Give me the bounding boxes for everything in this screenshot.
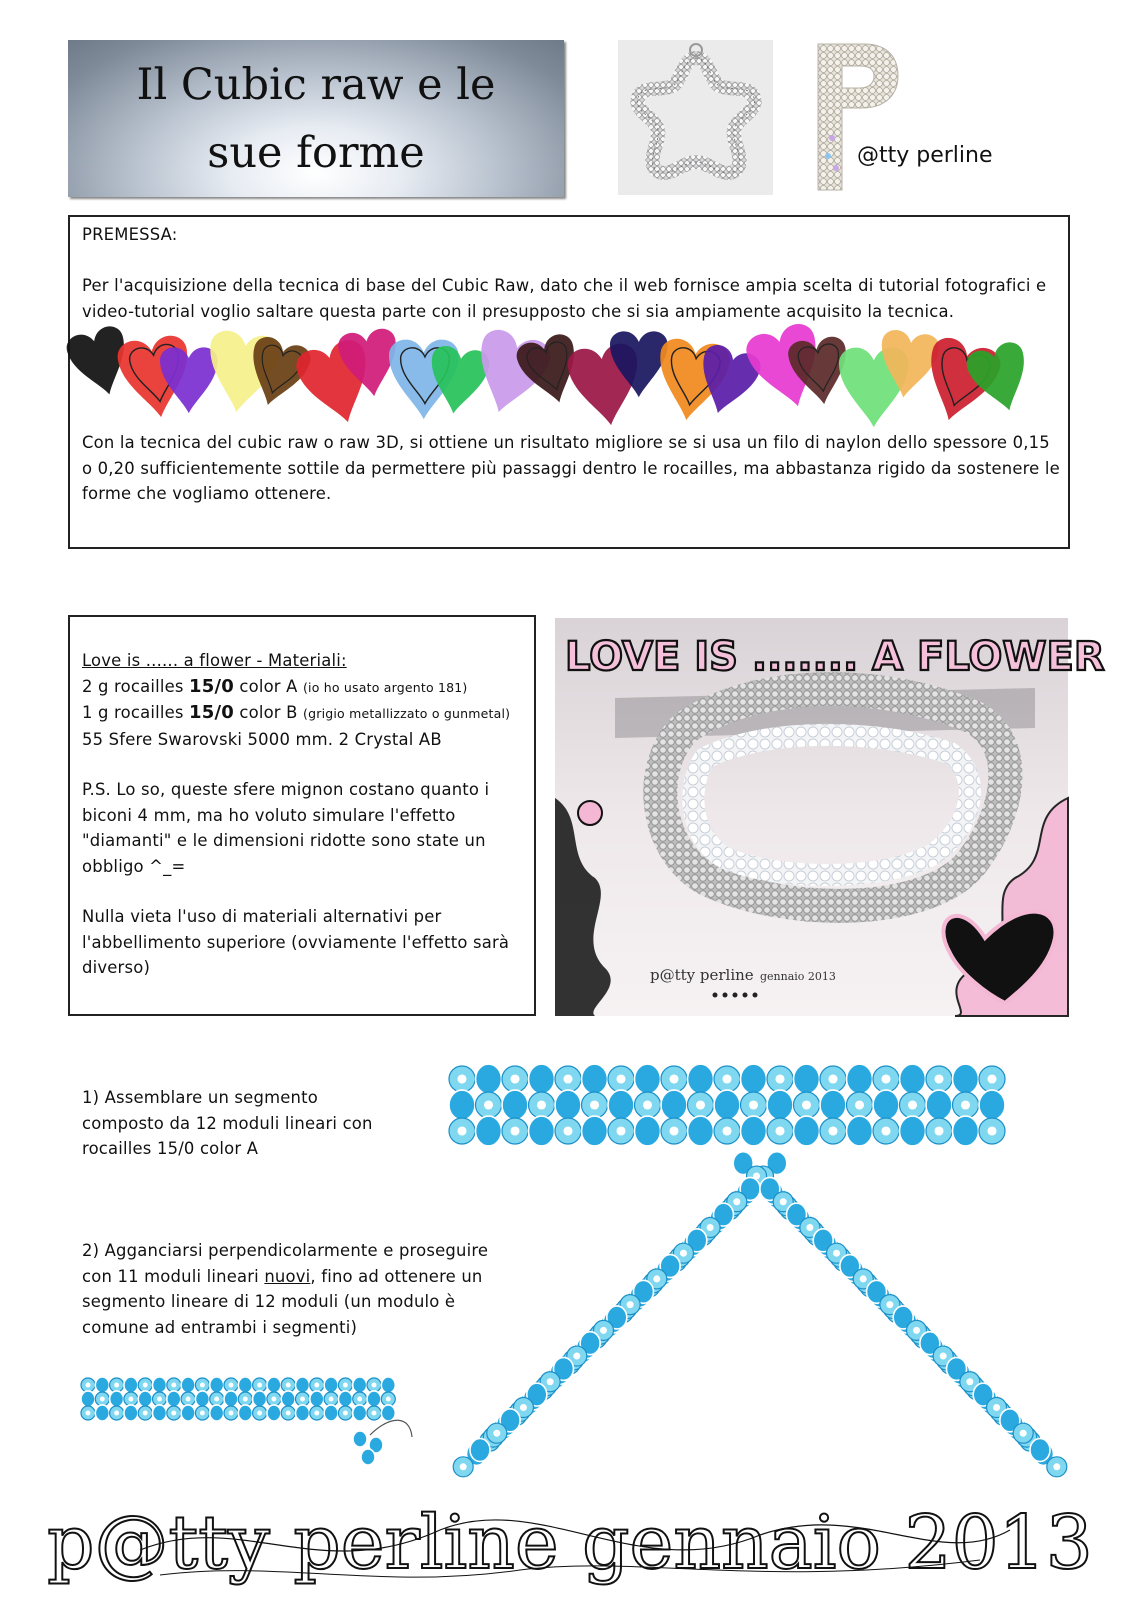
- bead: [224, 1391, 238, 1407]
- bead: [635, 1064, 661, 1094]
- bead: [181, 1405, 195, 1421]
- bead: [310, 1391, 324, 1407]
- bead: [979, 1090, 1005, 1120]
- bead: [95, 1377, 109, 1393]
- bead: [714, 1090, 740, 1120]
- bead: [210, 1377, 224, 1393]
- bead: [502, 1090, 528, 1120]
- materials-line-1: 2 g rocailles 15/0 color A (io ho usato argento 181): [82, 675, 468, 697]
- bead: [353, 1405, 367, 1421]
- step-2-text: 2) Agganciarsi perpendicolarmente e proseguire con 11 moduli lineari nuovi, fino ad ottenere un segmento lineare di 12 moduli (un modulo è comune ad entrambi i segmenti): [82, 1241, 489, 1337]
- bead: [847, 1064, 873, 1094]
- bead: [476, 1064, 502, 1094]
- hearts-decorative-border: [70, 322, 1050, 432]
- bead: [529, 1116, 555, 1146]
- bead: [688, 1116, 714, 1146]
- materials-line-2: 1 g rocailles 15/0 color B (grigio metallizzato o gunmetal): [82, 702, 511, 723]
- bead: [138, 1391, 152, 1407]
- materials-heading: Love is ...... a flower - Materiali:: [82, 651, 347, 670]
- step-1-text: 1) Assemblare un segmento composto da 12 moduli lineari con rocailles 15/0 color A: [82, 1088, 373, 1158]
- footer-signature: [47, 1490, 1093, 1590]
- bead: [820, 1090, 846, 1120]
- photo-date: gennaio 2013: [760, 970, 836, 983]
- love-is-a-flower-photo: [555, 618, 1105, 1016]
- bead: [167, 1391, 181, 1407]
- bead-letter-p-logo: [806, 38, 906, 198]
- footer-signature-text: p@tty perline gennaio 2013: [47, 1500, 1093, 1586]
- premessa-paragraph-2: Con la tecnica del cubic raw o raw 3D, si ottiene un risultato migliore se si usa un filo di naylon dello spessore 0,15 o 0,20 sufficientemente sottile da permettere più passaggi dentro le rocailles, ma abbastanza rigido da sostenere le forme che vogliamo ottenere.: [82, 433, 1060, 503]
- bead: [381, 1405, 395, 1421]
- bead: [296, 1377, 310, 1393]
- bead: [238, 1405, 252, 1421]
- bead: [900, 1116, 926, 1146]
- materials-note: Nulla vieta l'uso di materiali alternativi per l'abbellimento superiore (ovviamente l'effetto sarà diverso): [82, 907, 510, 977]
- bead: [555, 1090, 581, 1120]
- bead: [324, 1405, 338, 1421]
- photo-headline: LOVE IS ....... A FLOWER: [565, 634, 1105, 680]
- bead: [353, 1377, 367, 1393]
- bead: [470, 1439, 490, 1462]
- bead: [238, 1377, 252, 1393]
- bead: [296, 1405, 310, 1421]
- bead: [381, 1377, 395, 1393]
- star-pendant-photo: [618, 40, 773, 195]
- bead: [124, 1405, 138, 1421]
- bead: [353, 1431, 367, 1447]
- premessa-paragraph-1: Per l'acquisizione della tecnica di base del Cubic Raw, dato che il web fornisce ampia scelta di tutorial fotografici e video-tutorial voglio saltare questa parte con il presupposto che si sia ampiamente acquisito la tecnica.: [82, 276, 1047, 321]
- bead: [181, 1377, 195, 1393]
- bead: [582, 1116, 608, 1146]
- bead: [608, 1090, 634, 1120]
- materials-list: [82, 648, 527, 981]
- bead: [338, 1391, 352, 1407]
- bead: [95, 1405, 109, 1421]
- photo-signature: p@tty perline: [650, 966, 754, 984]
- title-banner: [68, 40, 564, 197]
- bead: [267, 1377, 281, 1393]
- bead: [847, 1116, 873, 1146]
- bead: [195, 1391, 209, 1407]
- bead-segment-diagram-angled: [455, 1160, 1085, 1490]
- bead: [529, 1064, 555, 1094]
- bead: [361, 1449, 375, 1465]
- bead-segment-diagram-side: [80, 1375, 430, 1473]
- materials-ps: P.S. Lo so, queste sfere mignon costano quanto i biconi 4 mm, ma ho voluto simulare l'effetto "diamanti" e le dimensioni ridotte sono state un obbligo ^_=: [82, 780, 490, 876]
- bead: [661, 1090, 687, 1120]
- bead: [153, 1377, 167, 1393]
- bead: [900, 1064, 926, 1094]
- bead: [476, 1116, 502, 1146]
- bead: [1030, 1439, 1050, 1462]
- logo-text: @tty perline: [857, 143, 993, 168]
- bead: [210, 1405, 224, 1421]
- bead: [953, 1064, 979, 1094]
- heart-icon: [160, 347, 218, 413]
- bead: [367, 1391, 381, 1407]
- bead: [267, 1405, 281, 1421]
- bead: [124, 1377, 138, 1393]
- bead-segment-diagram-straight: [448, 1065, 1010, 1145]
- bead: [794, 1064, 820, 1094]
- bead: [253, 1391, 267, 1407]
- materials-line-3: 55 Sfere Swarovski 5000 mm. 2 Crystal AB: [82, 729, 442, 749]
- page-title: Il Cubic raw e le sue forme: [136, 59, 496, 178]
- bead: [794, 1116, 820, 1146]
- bead: [449, 1090, 475, 1120]
- bead: [324, 1377, 338, 1393]
- bead: [688, 1064, 714, 1094]
- bead: [873, 1090, 899, 1120]
- bead: [582, 1064, 608, 1094]
- bead: [281, 1391, 295, 1407]
- bead: [741, 1116, 767, 1146]
- bead: [767, 1090, 793, 1120]
- bead: [741, 1064, 767, 1094]
- bead: [926, 1090, 952, 1120]
- bead: [635, 1116, 661, 1146]
- bead: [81, 1391, 95, 1407]
- bead: [953, 1116, 979, 1146]
- bead: [110, 1391, 124, 1407]
- bead: [153, 1405, 167, 1421]
- premessa-heading: PREMESSA:: [82, 225, 178, 244]
